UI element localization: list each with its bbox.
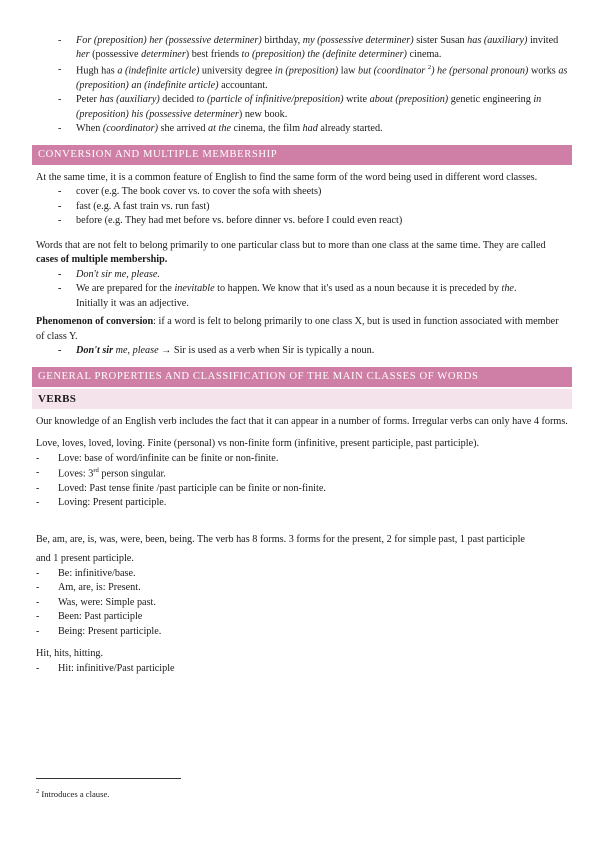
list-item: - Peter has (auxiliary) decided to (particle of infinitive/preposition) write about (preposition) genetic engineering in (preposition) his (possessive determiner) new book.: [58, 94, 542, 120]
section-heading-general-properties: GENERAL PROPERTIES AND CLASSIFICATION OF THE MAIN CLASSES OF WORDS: [32, 367, 572, 387]
list-item: - Loves: 3rd person singular.: [36, 467, 166, 480]
section-heading-conversion: CONVERSION AND MULTIPLE MEMBERSHIP: [32, 145, 572, 165]
list-item: - Love: base of word/infinite can be finite or non-finite.: [36, 452, 279, 464]
list-item: - Was, were: Simple past.: [36, 596, 156, 608]
mm-text: Words that are not felt to belong primarily to one particular class but to more than one class at the same time. They are called: [36, 239, 546, 251]
paragraph-be-forms: Be, am, are, is, was, were, been, being. The verb has 8 forms. 3 forms for the present, 2 for simple past, 1 past participle and 1 present participle.: [36, 533, 525, 565]
mm-example-1: Don't sir me, please.: [76, 268, 160, 280]
list-item: - Hit: infinitive/Past participle: [36, 662, 175, 674]
list-item: - We are prepared for the inevitable to happen. We know that it's used as a noun because it is preceded by the. Initially it was an adjective.: [58, 283, 517, 309]
paragraph-multiple-membership: [36, 239, 568, 268]
list-item: - Am, are, is: Present.: [36, 582, 141, 594]
love-forms-list: [36, 452, 568, 511]
footnote-divider: [36, 778, 181, 779]
list-item: - Loving: Present participle.: [36, 497, 167, 509]
list-item: - Don't sir me, please.: [58, 268, 160, 280]
list-item: - Being: Present participle.: [36, 625, 162, 637]
paragraph-verb-forms: Our knowledge of an English verb includes the fact that it can appear in a number of forms. Irregular verbs can only have 4 forms.: [36, 415, 568, 427]
word-examples-list: [36, 185, 568, 228]
page-content: [36, 34, 568, 676]
arrow-icon: →: [158, 345, 174, 357]
footnote: $^2$ Introduces a clause.: [36, 788, 110, 799]
paragraph-conversion: Phenomenon of conversion: if a word is felt to belong primarily to one class X, but is used in function associated with member of class Y.: [36, 316, 559, 342]
list-item: - When (coordinator) she arrived at the cinema, the film had already started.: [58, 123, 383, 135]
paragraph-hit-forms: Hit, hits, hitting.: [36, 648, 104, 660]
list-item: - Loved: Past tense finite /past participle can be finite or non-finite.: [36, 482, 326, 494]
list-item: - Been: Past participle: [36, 611, 143, 623]
list-item: - For (preposition) her (possessive determiner) birthday, my (possessive determiner) sister Susan has (auxiliary) invited her (possessive determiner) best friends to (preposition) the (definite determiner) cinema.: [58, 35, 559, 61]
list-item: - cover (e.g. The book cover vs. to cover the sofa with sheets): [58, 186, 322, 198]
list-item: - fast (e.g. A fast train vs. run fast): [58, 200, 210, 212]
hit-forms-list: [36, 662, 568, 676]
be-forms-list: [36, 567, 568, 639]
subsection-heading-verbs: VERBS: [32, 389, 572, 409]
list-item: - before (e.g. They had met before vs. before dinner vs. before I could even react): [58, 215, 403, 227]
list-item: - Hugh has a (indefinite article) university degree in (preposition) law but (coordinator $^2$) he (personal pronoun) works as (preposition) an (indefinite article) accountant.: [58, 63, 568, 91]
paragraph-intro: At the same time, it is a common feature of English to find the same form of the word being used in different word classes.: [36, 171, 538, 183]
paragraph-love-forms: Love, loves, loved, loving. Finite (personal) vs non-finite form (infinitive, present participle, past participle).: [36, 438, 480, 450]
mm-bold: cases of multiple membership.: [36, 254, 168, 266]
list-item: - Be: infinitive/base.: [36, 567, 136, 579]
mm-examples-list: [36, 268, 568, 311]
list-item: - Don't sir me, please → Sir is used as a verb when Sir is typically a noun.: [58, 345, 375, 357]
examples-list: [36, 34, 568, 137]
conversion-example-list: [36, 344, 568, 358]
